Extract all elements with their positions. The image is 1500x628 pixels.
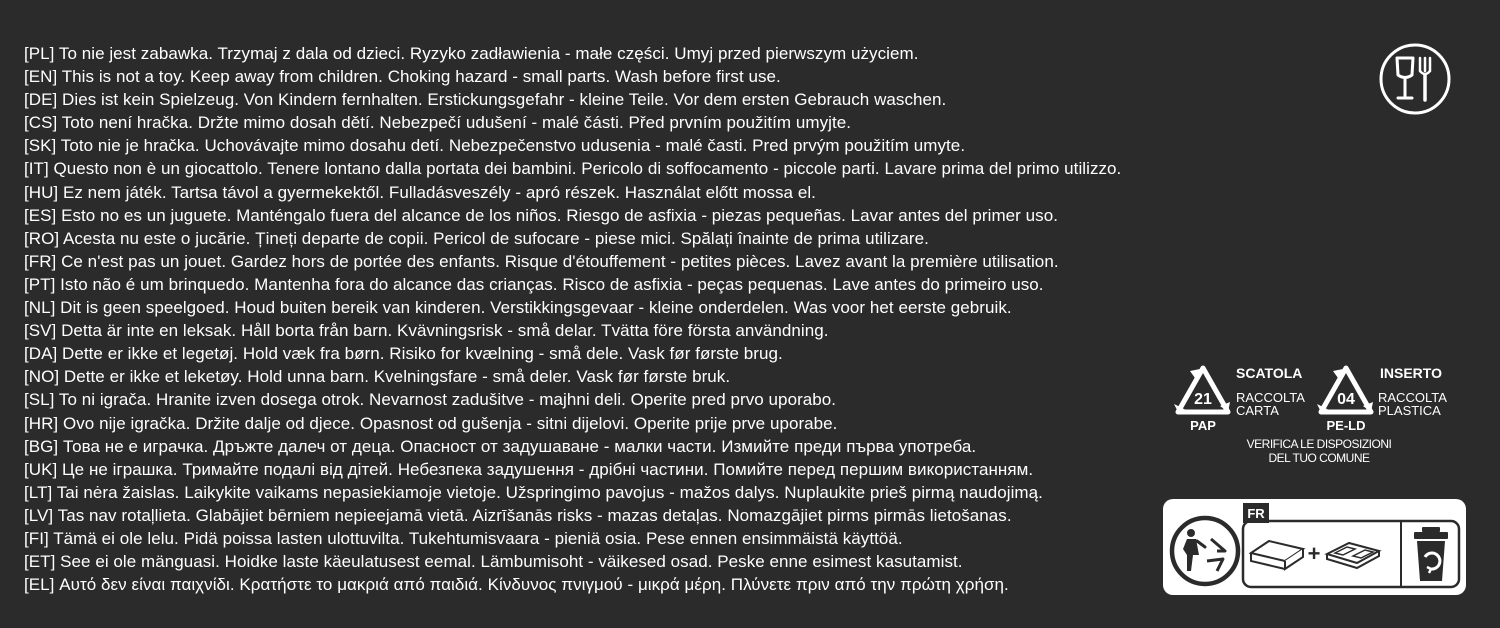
warning-line-hu: [HU] Ez nem játék. Tartsa távol a gyermekektől. Fulladásveszély - apró részek. Használat előtt mossa el. (24, 182, 816, 202)
warning-line-lv: [LV] Tas nav rotaļlieta. Glabājiet bērniem nepieejamā vietā. Aizrīšanās risks - mazas detaļas. Nomazgājiet pirms pirmās lietošanas. (24, 505, 1012, 525)
insert-material: PE-LD (1326, 418, 1366, 433)
insert-item-icon (1327, 543, 1379, 568)
insert-line2: PLASTICA (1378, 403, 1441, 418)
box-line1: RACCOLTA (1236, 390, 1305, 405)
box-line2: CARTA (1236, 403, 1279, 418)
triman-panel (1163, 499, 1466, 595)
recycle-bin-icon (1414, 527, 1448, 581)
box-item-icon (1251, 541, 1303, 569)
insert-heading: INSERTO (1380, 365, 1442, 381)
triman-icon (1172, 518, 1238, 584)
glass-fork-icon (1378, 42, 1452, 116)
warning-line-de: [DE] Dies ist kein Spielzeug. Von Kindern fernhalten. Erstickungsgefahr - kleine Teile. Vor dem ersten Gebrauch waschen. (24, 90, 947, 110)
warning-line-uk: [UK] Це не іграшка. Тримайте подалі від дітей. Небезпека задушення - дрібні частини. Помийте перед першим використанням. (24, 459, 1034, 479)
warning-line-ro: [RO] Acesta nu este o jucărie. Țineți departe de copii. Pericol de sufocare - piese mici. Spălați înainte de prima utilizare. (24, 228, 929, 248)
warning-line-da: [DA] Dette er ikke et legetøj. Hold væk fra børn. Risiko for kvælning - små dele. Vask før første brug. (24, 344, 783, 364)
warning-line-et: [ET] See ei ole mänguasi. Hoidke laste käeulatusest eemal. Lämbumisoht - väikesed osad. Peske enne esimest kasutamist. (24, 552, 963, 572)
warning-line-en: [EN] This is not a toy. Keep away from children. Choking hazard - small parts. Wash before first use. (24, 67, 781, 87)
warning-line-sk: [SK] Toto nie je hračka. Uchovávajte mimo dosahu detí. Nebezpečenstvo udusenia - malé časti. Pred prvým použitím umyte. (24, 136, 966, 156)
warning-line-sl: [SL] To ni igrača. Hranite izven dosega otrok. Nevarnost zadušitve - majhni deli. Operite pred prvo uporabo. (24, 390, 837, 410)
warning-line-pl: [PL] To nie jest zabawka. Trzymaj z dala od dzieci. Ryzyko zadławienia - małe części. Umyj przed pierwszym użyciem. (24, 44, 919, 63)
notice-line1: VERIFICA LE DISPOSIZIONI (1246, 437, 1392, 451)
warning-line-nl: [NL] Dit is geen speelgoed. Houd buiten bereik van kinderen. Verstikkingsgevaar - kleine onderdelen. Was voor het eerste gebruik. (24, 298, 1012, 318)
warning-line-no: [NO] Dette er ikke et leketøy. Hold unna barn. Kvelningsfare - små deler. Vask før første bruk. (24, 367, 731, 387)
insert-line1: RACCOLTA (1378, 390, 1447, 405)
warning-line-pt: [PT] Isto não é um brinquedo. Mantenha fora do alcance das crianças. Risco de asfixia - peças pequenas. Lave antes do primeiro uso. (24, 274, 1044, 294)
warning-line-cs: [CS] Toto není hračka. Držte mimo dosah dětí. Nebezpečí udušení - malé části. Před prvním použitím umyjte. (24, 113, 852, 133)
recycling-codes (1170, 362, 1470, 472)
box-heading: SCATOLA (1236, 365, 1303, 381)
warning-text-list (24, 42, 1224, 596)
box-material: PAP (1190, 418, 1216, 433)
triman-country: FR (1247, 506, 1265, 521)
warning-line-hr: [HR] Ovo nije igračka. Držite dalje od djece. Opasnost od gušenja - sitni dijelovi. Operite prije prve uporabe. (24, 413, 838, 433)
warning-line-fr: [FR] Ce n'est pas un jouet. Gardez hors de portée des enfants. Risque d'étouffement - petites pièces. Lavez avant la première utilisation. (24, 251, 1059, 271)
warning-line-it: [IT] Questo non è un giocattolo. Tenere lontano dalla portata dei bambini. Pericolo di soffocamento - piccole parti. Lavare prima del primo utilizzo. (24, 159, 1122, 179)
warning-line-sv: [SV] Detta är inte en leksak. Håll borta från barn. Kvävningsrisk - små delar. Tvätta före första användning. (24, 321, 829, 341)
warning-line-lt: [LT] Tai nėra žaislas. Laikykite vaikams nepasiekiamoje vietoje. Užspringimo pavojus - mažos dalys. Nuplaukite prieš pirmą naudojimą. (24, 482, 1043, 502)
insert-code: 04 (1337, 391, 1355, 408)
triman-plus: + (1307, 541, 1321, 566)
warning-line-es: [ES] Esto no es un juguete. Manténgalo fuera del alcance de los niños. Riesgo de asfixia - piezas pequeñas. Lavar antes del primer uso. (24, 205, 1058, 225)
warning-line-bg: [BG] Това не е играчка. Дръжте далеч от деца. Опасност от задушаване - малки части. Измийте преди първа употреба. (24, 436, 977, 456)
warning-line-fi: [FI] Tämä ei ole lelu. Pidä poissa lasten ulottuvilta. Tukehtumisvaara - pieniä osia. Pese ennen ensimmäistä käyttöä. (24, 528, 903, 548)
notice-line2: DEL TUO COMUNE (1268, 451, 1370, 465)
box-code: 21 (1194, 391, 1212, 408)
warning-line-el: [EL] Αυτό δεν είναι παιχνίδι. Κρατήστε το μακριά από παιδιά. Κίνδυνος πνιγμού - μικρά μέρη. Πλύνετε πριν από την πρώτη χρήση. (24, 575, 1009, 595)
